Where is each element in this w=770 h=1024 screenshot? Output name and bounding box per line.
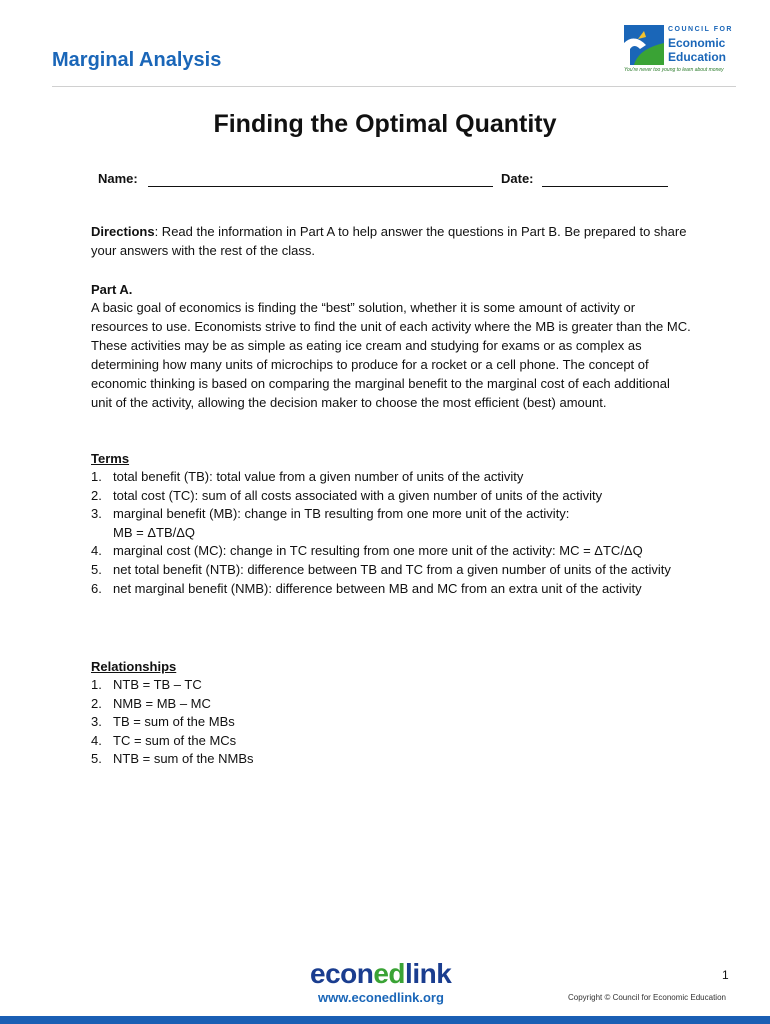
terms-heading: Terms (91, 451, 130, 466)
footer-url-link[interactable]: www.econedlink.org (318, 990, 444, 1005)
header-divider (52, 86, 736, 87)
list-number: 3. (91, 506, 102, 522)
list-number: 6. (91, 580, 102, 596)
relationships-list (91, 676, 691, 769)
list-number: 4. (91, 543, 102, 559)
footer-bar (0, 1016, 770, 1024)
directions-paragraph (91, 222, 691, 260)
brand-link: link (405, 958, 452, 989)
list-item (91, 468, 691, 487)
list-number: 5. (91, 561, 102, 577)
directions-text: : Read the information in Part A to help answer the questions in Part B. Be prepared to share your answers with the rest of the class. (91, 224, 687, 258)
document-title: Finding the Optimal Quantity (213, 110, 557, 138)
list-text: NTB = TB – TC (113, 677, 202, 692)
list-item (91, 695, 691, 714)
list-item (91, 580, 691, 599)
list-text: TB = sum of the MBs (113, 714, 235, 730)
list-text: total cost (TC): sum of all costs associated with a given number of units of the activity (113, 487, 603, 503)
list-text: net marginal benefit (NMB): difference between MB and MC from an extra unit of the activity (113, 580, 642, 596)
list-number: 5. (91, 751, 102, 767)
part-a-paragraph: A basic goal of economics is finding the “best” solution, whether it is some amount of activity or resources to use. Economists strive to find the unit of each activity where the MB is greater than the MC. These activities may be as simple as eating ice cream and studying for exams or as complex as determining how many units of microchips to produce for a rocket or a cell phone. The concept of economic thinking is based on comparing the marginal benefit to the marginal cost of each additional unit of the activity, allowing the decision maker to choose the most efficient (best) amount. (91, 300, 691, 410)
brand-ed: ed (373, 958, 406, 989)
list-number: 4. (91, 732, 102, 748)
list-item (91, 505, 691, 542)
list-number: 2. (91, 695, 102, 711)
brand-econ: econ (310, 958, 374, 989)
list-number: 1. (91, 469, 102, 484)
list-text: TC = sum of the MCs (113, 732, 237, 748)
logo-education-text: Education (668, 50, 727, 64)
logo-tagline: You're never too young to learn about money (624, 67, 724, 73)
list-text: net total benefit (NTB): difference between TB and TC from a given number of units of the activity (113, 561, 671, 577)
logo-economic-text: Economic (668, 36, 726, 50)
list-number: 1. (91, 677, 102, 692)
page-header-title: Marginal Analysis (52, 49, 222, 71)
list-number: 2. (91, 487, 102, 503)
list-text: marginal cost (MC): change in TC resulting from one more unit of the activity: MC = ΔTC/ΔQ (113, 543, 643, 559)
terms-list (91, 468, 691, 598)
cee-logo (624, 25, 734, 80)
list-text: marginal benefit (MB): change in TB resulting from one more unit of the activity: (113, 506, 570, 522)
list-item (91, 750, 691, 769)
directions-label: Directions (91, 224, 155, 239)
list-text: NTB = sum of the NMBs (113, 751, 254, 767)
list-text: NMB = MB – MC (113, 695, 211, 711)
date-label: Date: (501, 171, 534, 186)
list-item (91, 713, 691, 732)
relationships-heading: Relationships (91, 659, 177, 674)
list-item (91, 676, 691, 695)
list-text: total benefit (TB): total value from a given number of units of the activity (113, 469, 524, 484)
date-field-line[interactable] (542, 186, 668, 187)
list-number: 3. (91, 714, 102, 730)
logo-council-text: COUNCIL FOR (668, 26, 733, 33)
page-number: 1 (722, 968, 729, 982)
list-item (91, 732, 691, 751)
name-field-line[interactable] (148, 186, 493, 187)
list-formula: MB = ΔTB/ΔQ (113, 524, 196, 540)
list-item (91, 542, 691, 561)
econedlink-logo (310, 958, 451, 990)
name-label: Name: (98, 171, 138, 186)
list-item (91, 487, 691, 506)
copyright-text: Copyright © Council for Economic Education (568, 993, 726, 1002)
part-a-heading: Part A. (91, 282, 133, 297)
list-item (91, 561, 691, 580)
